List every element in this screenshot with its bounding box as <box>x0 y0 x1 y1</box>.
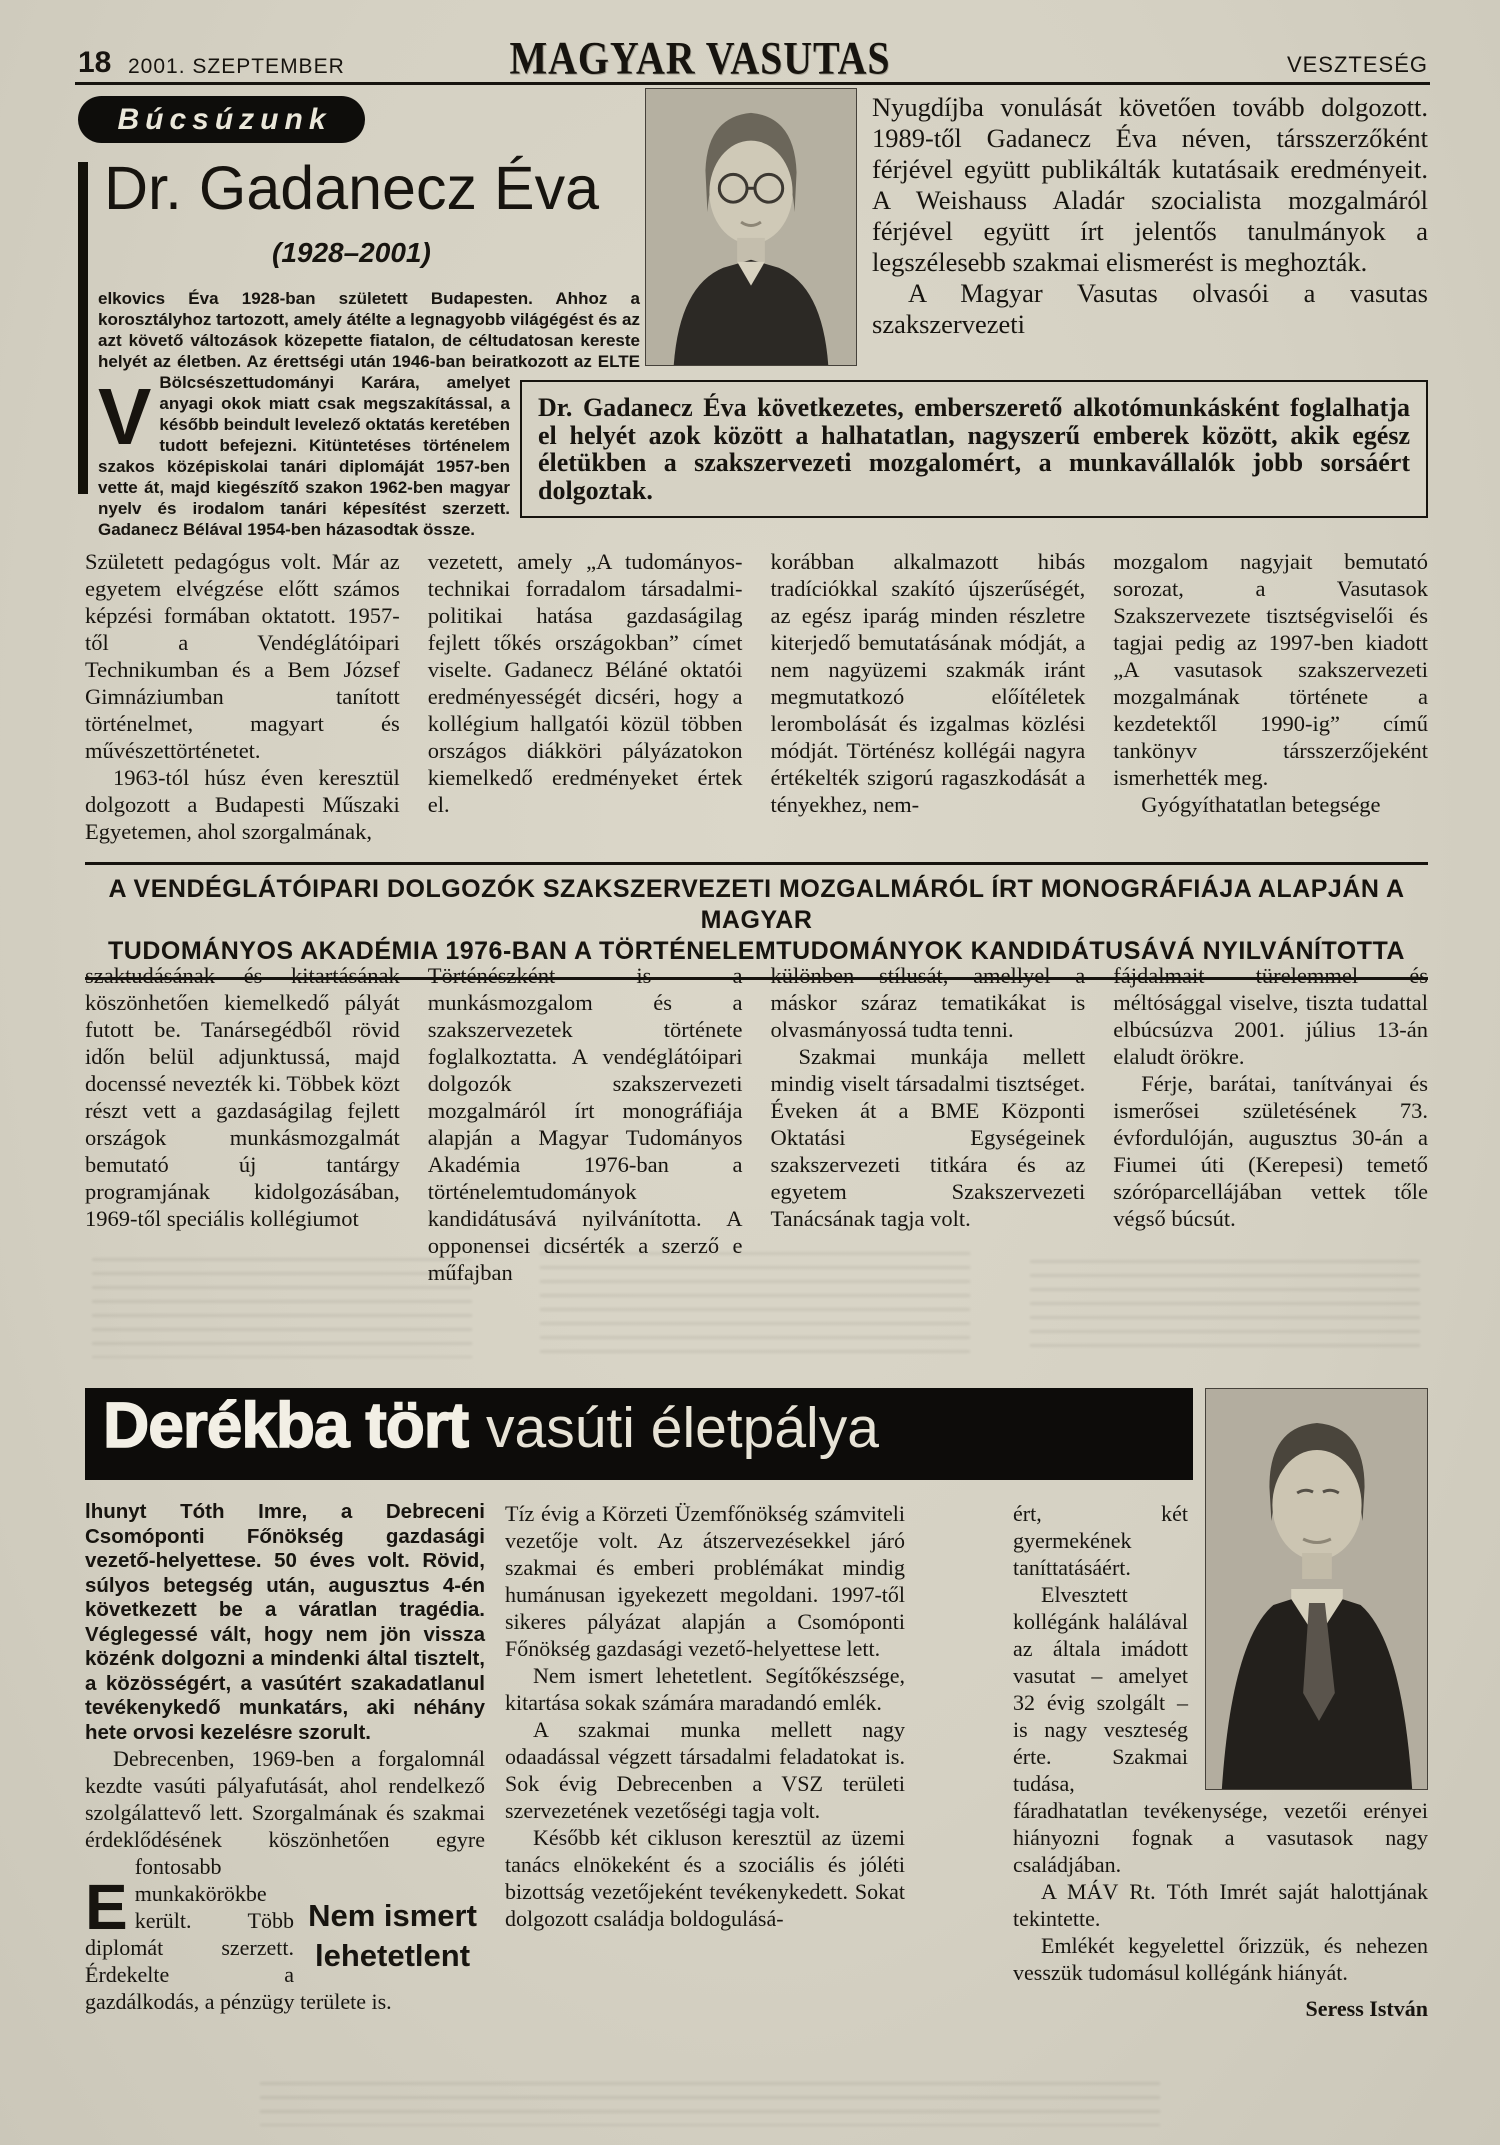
article1-title: Dr. Gadanecz Éva <box>104 154 600 222</box>
section-label: VESZTESÉG <box>1286 52 1428 77</box>
column-4 <box>1113 962 1428 1286</box>
body-paragraph: Nyugdíjba vonulását követően tovább dolgozott. 1989-től Gadanecz Éva néven, társszerzőként férjével együtt publikálták kutatásaik eredményeit. A Weishauss Aladár szocialista mozgalmáról férjével együtt írt jelentős tanulmányok a legszélesebb szakmai elismerést is meghozták. <box>872 92 1428 277</box>
body-paragraph: Gyógyíthatatlan betegsége <box>1141 792 1381 817</box>
column-1 <box>85 548 400 845</box>
portrait-photo-woman <box>645 88 857 366</box>
body-paragraph: mozgalom nagyjait bemutató sorozat, a Vasutasok Szakszervezete tisztségviselői és tagjai pedig az 1997-ben kiadott „A vasutasok szakszervezeti mozgalmának története a kezdetektől 1990-ig” című tankönyv társszerzőjeként ismerhették meg. <box>1113 549 1428 790</box>
dropcap-letter: E <box>85 1871 128 1943</box>
body-paragraph: Történészként is a munkásmozgalom és a szakszervezetek története foglalkoztatta. A vendéglátóipari dolgozók szakszervezeti mozgalmáról írt monográfiája alapján a Magyar Tudományos Akadémia 1976-ban a történelemtudományok kandidátusává nyilvánította. A opponensei dicsérték a szerző e műfajban <box>427 963 743 1285</box>
column-4 <box>1113 548 1428 845</box>
body-paragraph: Elvesztett kollégánk halálával az általa imádott vasutat – amelyet 32 évig szolgált – is nagy veszteség érte. Szakmai tudása, fáradhatatlan tevékenysége, vezetői erényei hiányozni fognak a vasutasok nagy családjában. <box>1013 1582 1428 1877</box>
article2-headline-bar <box>85 1388 1193 1480</box>
author-signature: Seress István <box>1305 1996 1428 2021</box>
article1-columns-lower <box>85 962 1428 1286</box>
body-paragraph: Emlékét kegyelettel őrizzük, és nehezen vesszük tudomásul kollégánk hiányát. <box>1013 1933 1428 1985</box>
pull-quote-box <box>520 380 1428 518</box>
body-paragraph: Szakmai munkája mellett mindig viselt társadalmi tisztséget. Éveken át a BME Központi Oktatási Egységeinek szakszervezeti titkára és az egyetem Szakszervezeti Tanácsának tagja volt. <box>770 1044 1086 1231</box>
print-bleedthrough <box>1030 1260 1420 1358</box>
article2-title-strong: Derékba tört <box>103 1389 468 1461</box>
banner-line-2: TUDOMÁNYOS AKADÉMIA 1976-BAN A TÖRTÉNELEMTUDOMÁNYOK KANDIDÁTUSÁVÁ NYILVÁNÍTOTTA <box>108 937 1405 965</box>
farewell-badge: Búcsúzunk <box>78 96 365 143</box>
print-bleedthrough <box>540 1252 970 1360</box>
article2-title-light: vasúti életpálya <box>486 1396 879 1460</box>
column-2 <box>428 962 743 1286</box>
page-number: 18 <box>78 46 112 79</box>
banner-line-1: A VENDÉGLÁTÓIPARI DOLGOZÓK SZAKSZERVEZETI MOZGALMÁRÓL ÍRT MONOGRÁFIÁJA ALAPJÁN A MAGYAR <box>108 875 1405 934</box>
body-paragraph: különben stílusát, amellyel a máskor száraz tematikákat is olvasmányossá tudta tenni. <box>770 963 1086 1042</box>
article2-column-2 <box>505 1500 905 1932</box>
article1-columns-upper <box>85 548 1428 845</box>
issue-date: 2001. SZEPTEMBER <box>128 55 345 78</box>
column-1 <box>85 962 400 1286</box>
body-paragraph: szaktudásának és kitartásának köszönhetően kiemelkedő pályát futott be. Tanársegédből rövid időn belül adjunktussá, majd docenssé nevezték ki. Többek közt részt vett a gazdaságilag fejlett országok munkásmozgalmát bemutató új tantárgy programjának kidolgozásában, 1969-től speciális kollégiumot <box>85 963 400 1231</box>
body-paragraph: Később két cikluson keresztül az üzemi tanács elnökeként és a szociális és jóléti bizottság vezetőjeként tevékenykedett. Sokat dolgozott családja boldogulásá- <box>505 1825 905 1931</box>
body-paragraph: vezetett, amely „A tudományos-technikai forradalom társadalmi-politikai hatása gazdaságilag fejlett tőkés országokban” címet viselte. Gadanecz Béláné oktatói eredményességét dicséri, hogy a kollégium hallgatói közül többen országos diákköri pályázatokon kiemelkedő eredményeket értek el. <box>427 549 743 817</box>
body-paragraph: 1963-tól húsz éven keresztül dolgozott a Budapesti Műszaki Egyetemen, ahol szorgalmának, <box>85 765 400 844</box>
portrait-woman-illustration <box>646 89 856 365</box>
column-3 <box>771 962 1086 1286</box>
article2-column-3 <box>1013 1500 1428 2022</box>
article2-column-1 <box>85 1500 485 2015</box>
body-paragraph: A szakmai munka mellett nagy odaadással végzett társadalmi feladatokat is. Sok évig Debrecenben a VSZ területi szervezetének vezetőségi tagja volt. <box>505 1717 905 1823</box>
article1-opening-column <box>872 92 1428 340</box>
body-paragraph: Debrecenben, 1969-ben a forgalomnál kezdte vasúti pályafutását, ahol rendelkező szolgálattevő lett. Szorgalmának és szakmai érdeklődésének köszönhetően egyre fontosabb munkakörökbe került. Több diplomát szerzett. Érdekelte a gazdálkodás, a pénzügy területe is. <box>85 1746 485 2014</box>
body-paragraph: Nem ismert lehetetlent. Segítőkészsége, kitartása sokak számára maradandó emlék. <box>505 1663 905 1715</box>
body-paragraph: fájdalmait türelemmel és méltósággal viselve, tiszta tudattal elbúcsúzva 2001. július 13-án elaludt örökre. <box>1113 963 1428 1069</box>
lead-text: elkovics Éva 1928-ban született Budapesten. Ahhoz a korosztályhoz tartozott, amely átélte a legnagyobb világégést és az azt követő változások közepette fiatalon, de céltudatosan kereste helyét az életben. Az érettségi után 1946-ban beiratkozott az ELTE Bölcsészettudományi Karára, amelyet anyagi okok miatt csak megszakítással, a később beindult levelező oktatás keretében tudott befejezni. Kitüntetéses történelem szakos középiskolai tanári diplomáját 1957-ben vette át, majd kiegészítő szakon 1962-ben magyar nyelv és irodalom tanári képesítést szerzett. Gadanecz Bélával 1954-ben házasodtak össze. <box>98 289 640 539</box>
header-rule <box>75 82 1430 85</box>
dropcap-letter: V <box>98 372 152 461</box>
article1-years: (1928–2001) <box>272 237 431 268</box>
masthead-logo: MAGYAR VASUTAS <box>509 33 891 85</box>
body-paragraph: Tíz évig a Körzeti Üzemfőnökség számviteli vezetője volt. Az átszervezésekkel járó szakmai és emberi problémákat mindig humánusan igyekezett megoldani. 1997-től sikeres pályázat alapján a Csomóponti Főnökség gazdasági vezető-helyettese lett. <box>505 1501 905 1661</box>
column-2 <box>428 548 743 845</box>
body-paragraph: A Magyar Vasutas olvasói a vasutas szakszervezeti <box>872 278 1428 339</box>
print-bleedthrough <box>92 1258 472 1358</box>
layout-spacer <box>1188 1500 1428 1796</box>
intro-text: lhunyt Tóth Imre, a Debreceni Csomóponti Főnökség gazdasági vezető-helyettese. 50 éves volt. Rövid, súlyos betegség után, augusztus 4-én következett be a váratlan tragédia. Véglegessé vált, hogy nem jön vissza közénk dolgozni a mindenki által tisztelt, a közösségért, a vasútért szakadatlanul tevékenykedő munkatárs, aki néhány hete orvosi kezelésre szorult. <box>85 1500 485 1744</box>
column-3 <box>771 548 1086 845</box>
body-paragraph: Született pedagógus volt. Már az egyetem elvégzése előtt számos képzési formában oktatott. 1957-től a Vendéglátóipari Technikumban és a Bem József Gimnáziumban tanított történelmet, magyart és művészettörténetet. <box>85 549 400 763</box>
left-accent-bar <box>78 162 88 494</box>
body-paragraph: ért, két gyermekének taníttatásáért. <box>1013 1501 1188 1580</box>
body-paragraph: korábban alkalmazott hibás tradíciókkal szakító újszerűségét, az egész iparág minden részletre kiterjedő bemutatásának módját, a nem nagyüzemi szakmák iránt megmutatkozó előítéletek lerombolását és izgalmas közlési módját. Történész kollégái nagyra értékelték szigorú ragaszkodását a tényekhez, nem- <box>770 549 1086 817</box>
pull-quote-text: Dr. Gadanecz Éva következetes, emberszerető alkotómunkásként foglalhatja el helyét azok között a halhatatlan, nagyszerű emberek között, akik egész életükben a szakszervezeti mozgalomért, a munkavállalók jobb sorsáért dolgoztak. <box>538 393 1410 505</box>
print-bleedthrough <box>260 2082 1160 2126</box>
body-paragraph: A MÁV Rt. Tóth Imrét saját halottjának tekintette. <box>1013 1879 1428 1931</box>
body-paragraph: Férje, barátai, tanítványai és ismerősei születésének 73. évfordulóján, augusztus 30-án a Fiumei úti (Kerepesi) temető szóróparcellájában vettek tőle végső búcsút. <box>1113 1071 1428 1231</box>
article2-pullquote: Nem ismert lehetetlent <box>308 1898 477 1973</box>
